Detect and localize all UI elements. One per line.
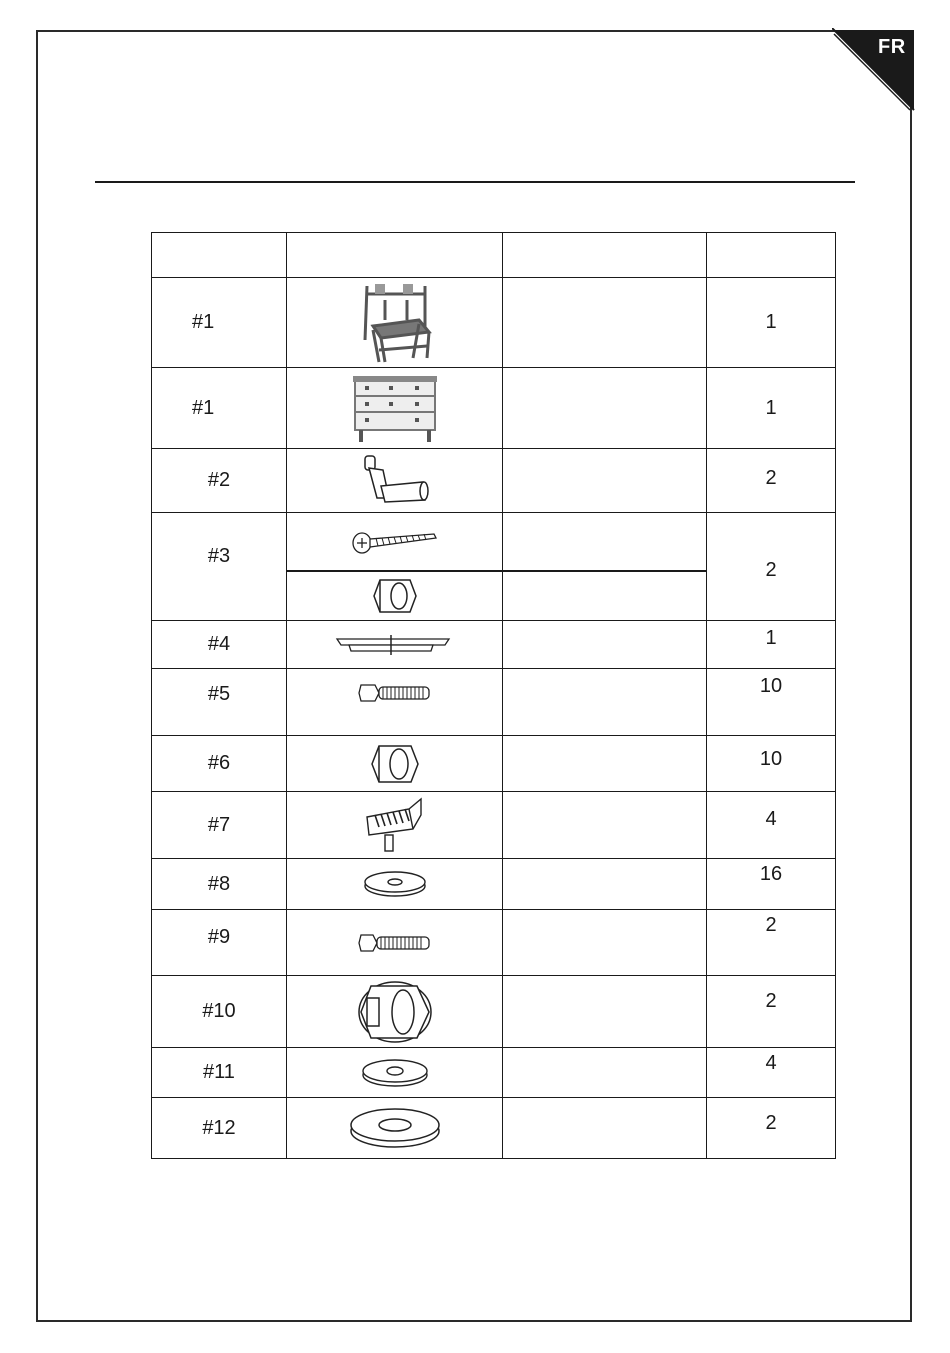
- part-qty: 1: [707, 621, 836, 669]
- part-description: [503, 669, 707, 736]
- part-image: [287, 859, 503, 910]
- parts-table: [151, 232, 836, 1159]
- large-nut-icon: [355, 980, 435, 1044]
- table-row: [152, 278, 836, 368]
- table-row: [152, 736, 836, 792]
- part-ref: #1: [152, 368, 287, 449]
- washer-icon: [362, 870, 428, 898]
- part-ref: #11: [152, 1048, 287, 1098]
- nut-icon: [370, 742, 420, 786]
- part-image: [287, 449, 503, 513]
- nut-icon: [372, 576, 418, 616]
- bracket-plate-icon: [335, 633, 455, 657]
- part-ref: #3: [152, 513, 287, 621]
- part-image: [287, 1098, 503, 1159]
- part-description: [503, 736, 707, 792]
- language-badge-text: FR: [878, 36, 906, 58]
- part-description: [503, 278, 707, 368]
- part-image: [287, 669, 503, 736]
- clamp-peg-icon: [363, 795, 427, 855]
- table-row: [152, 669, 836, 736]
- part-description: [503, 368, 707, 449]
- part-qty: 4: [707, 792, 836, 859]
- part-description: [503, 621, 707, 669]
- part-description: [503, 1048, 707, 1098]
- part-image: [287, 910, 503, 976]
- washer-icon: [360, 1058, 430, 1088]
- part-description: [503, 449, 707, 513]
- part-image: [287, 792, 503, 859]
- title-rule: [95, 181, 855, 183]
- part-ref: #1: [152, 278, 287, 368]
- part-ref: #4: [152, 621, 287, 669]
- part-ref: #12: [152, 1098, 287, 1159]
- part-qty: 2: [707, 976, 836, 1048]
- part-image: [287, 513, 503, 571]
- table-row: [152, 513, 836, 571]
- header-ref: [152, 233, 287, 278]
- table-row: [152, 1098, 836, 1159]
- part-qty: 2: [707, 513, 836, 621]
- part-description: [503, 792, 707, 859]
- crank-handle-icon: [355, 452, 435, 510]
- part-image: [287, 976, 503, 1048]
- part-ref: #5: [152, 669, 287, 736]
- part-description: [503, 1098, 707, 1159]
- table-row: [152, 792, 836, 859]
- table-row: [152, 976, 836, 1048]
- part-image: [287, 278, 503, 368]
- part-description: [503, 859, 707, 910]
- part-qty: 1: [707, 278, 836, 368]
- part-qty: 2: [707, 1098, 836, 1159]
- part-description: [503, 513, 707, 571]
- part-ref: #6: [152, 736, 287, 792]
- part-ref: #7: [152, 792, 287, 859]
- table-row: [152, 449, 836, 513]
- header-description: [503, 233, 707, 278]
- part-image: [287, 368, 503, 449]
- part-ref: #10: [152, 976, 287, 1048]
- table-row: [152, 1048, 836, 1098]
- header-qty: [707, 233, 836, 278]
- bolt-icon: [357, 930, 433, 956]
- table-row: [152, 368, 836, 449]
- part-image: [287, 621, 503, 669]
- part-qty: 2: [707, 910, 836, 976]
- part-qty: 4: [707, 1048, 836, 1098]
- part-ref: #2: [152, 449, 287, 513]
- part-qty: 2: [707, 449, 836, 513]
- part-qty: 10: [707, 736, 836, 792]
- table-row: [152, 621, 836, 669]
- header-image: [287, 233, 503, 278]
- bolt-icon: [357, 679, 433, 707]
- part-image: [287, 571, 503, 621]
- part-description: [503, 910, 707, 976]
- table-header-row: [152, 233, 836, 278]
- part-qty: 16: [707, 859, 836, 910]
- large-washer-icon: [347, 1105, 443, 1151]
- part-qty: 10: [707, 669, 836, 736]
- part-image: [287, 1048, 503, 1098]
- part-ref: #8: [152, 859, 287, 910]
- workbench-top-icon: [349, 372, 441, 444]
- part-qty: 1: [707, 368, 836, 449]
- part-sub-description: [503, 571, 707, 621]
- screw-icon: [350, 526, 440, 556]
- table-row: [152, 910, 836, 976]
- part-ref: #9: [152, 910, 287, 976]
- table-row: [152, 859, 836, 910]
- part-description: [503, 976, 707, 1048]
- workbench-frame-icon: [355, 280, 435, 366]
- part-image: [287, 736, 503, 792]
